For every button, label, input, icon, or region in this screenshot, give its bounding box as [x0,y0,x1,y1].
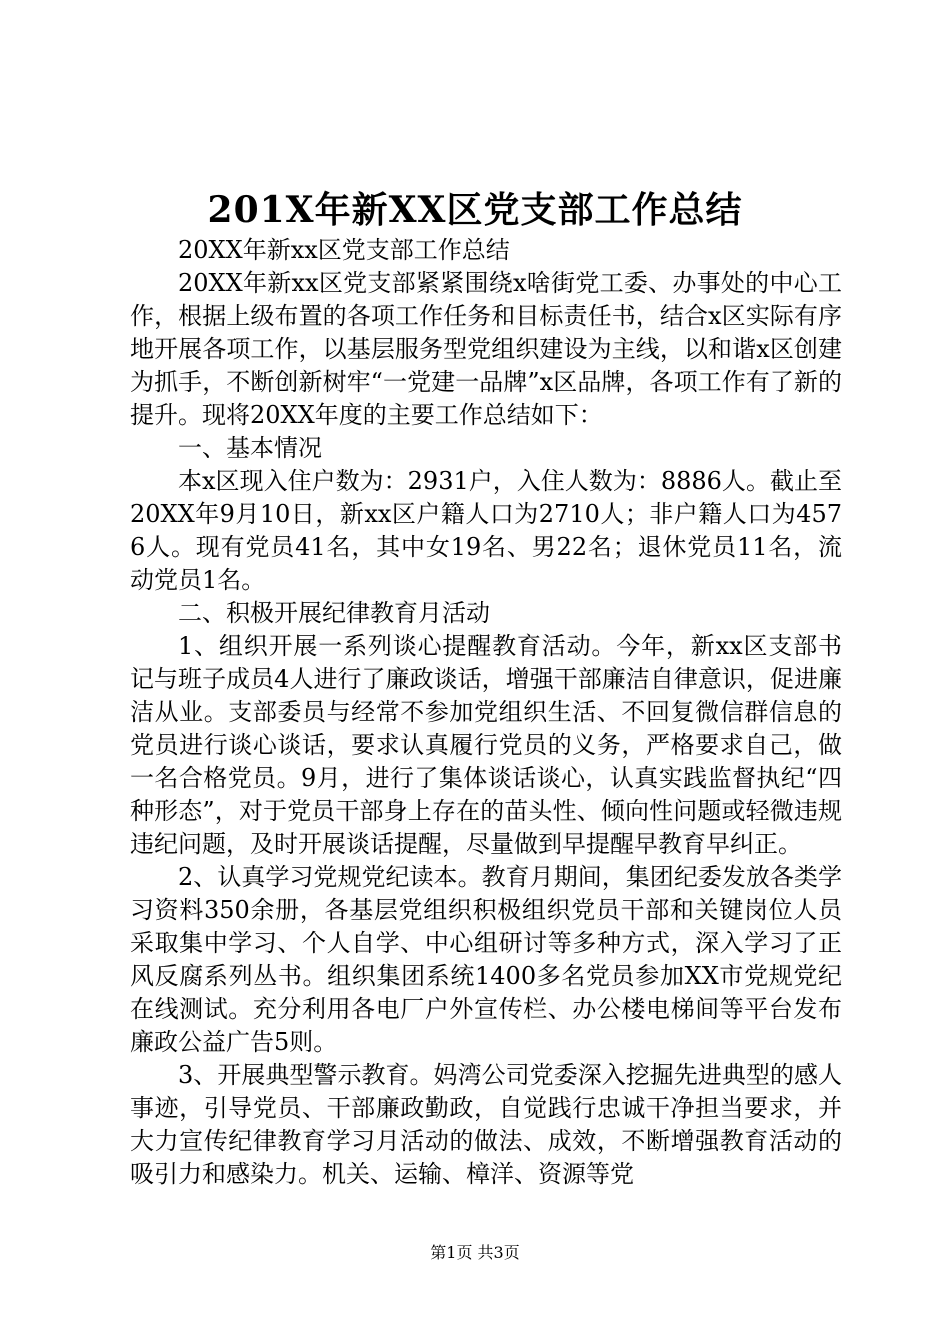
item-paragraph-3: 3、开展典型警示教育。妈湾公司党委深入挖掘先进典型的感人事迹，引导党员、干部廉政勤政，自觉践行忠诚干净担当要求，并大力宣传纪律教育学习月活动的做法、成效，不断增强教育活动的吸引力和感染力。机关、运输、樟洋、资源等党 [130,1061,842,1188]
section-heading-basic-info: 一、基本情况 [178,434,322,462]
section-heading-discipline-month: 二、积极开展纪律教育月活动 [178,599,490,627]
item-paragraph-1: 1、组织开展一系列谈心提醒教育活动。今年，新xx区支部书记与班子成员4人进行了廉政谈话，增强干部廉洁自律意识，促进廉洁从业。支部委员与经常不参加党组织生活、不回复微信群信息的党员进行谈心谈话，要求认真履行党员的义务，严格要求自己，做一名合格党员。9月，进行了集体谈话谈心，认真实践监督执纪“四种形态”，对于党员干部身上存在的苗头性、倾向性问题或轻微违规违纪问题，及时开展谈话提醒，尽量做到早提醒早教育早纠正。 [130,632,842,858]
basic-info-paragraph: 本x区现入住户数为：2931户，入住人数为：8886人。截止至20XX年9月10日，新xx区户籍人口为2710人；非户籍人口为4576人。现有党员41名，其中女19名、男22名；退休党员11名，流动党员1名。 [130,467,842,594]
item-paragraph-2: 2、认真学习党规党纪读本。教育月期间，集团纪委发放各类学习资料350余册，各基层党组织积极组织党员干部和关键岗位人员采取集中学习、个人自学、中心组研讨等多种方式，深入学习了正风反腐系列丛书。组织集团系统1400多名党员参加XX市党规党纪在线测试。充分利用各电厂户外宣传栏、办公楼电梯间等平台发布廉政公益广告5则。 [130,863,842,1056]
page-footer: 第1页 共3页 [430,1243,520,1262]
subtitle-paragraph: 20XX年新xx区党支部工作总结 [178,236,510,264]
document-body [130,234,842,1191]
document-title: 201X年新XX区党支部工作总结 [207,189,743,231]
intro-paragraph: 20XX年新xx区党支部紧紧围绕x啥街党工委、办事处的中心工作，根据上级布置的各项工作任务和目标责任书，结合x区实际有序地开展各项工作，以基层服务型党组织建设为主线，以和谐x区创建为抓手，不断创新树牢“一党建一品牌”x区品牌，各项工作有了新的提升。现将20XX年度的主要工作总结如下： [130,269,842,429]
